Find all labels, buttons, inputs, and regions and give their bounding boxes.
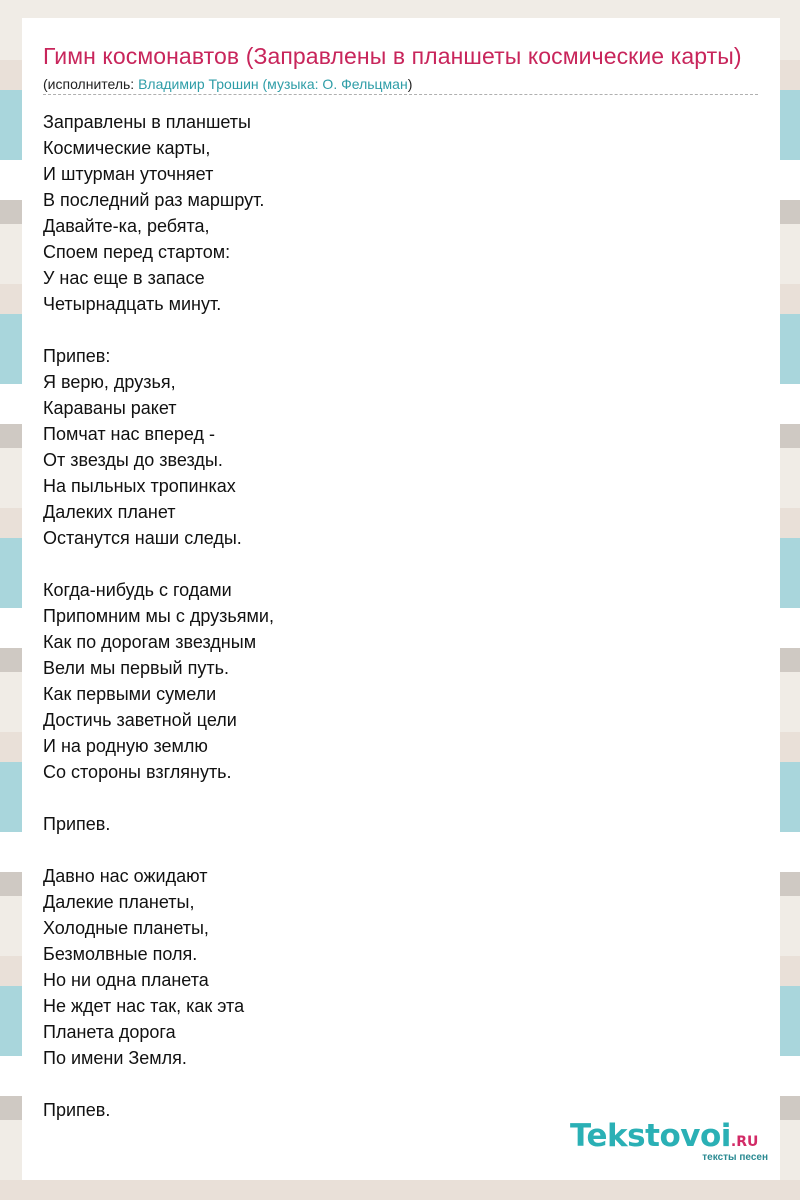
logo-tagline: тексты песен <box>702 1152 768 1163</box>
lyric-line: От звезды до звезды. <box>43 450 223 470</box>
lyric-line: Безмолвные поля. <box>43 944 198 964</box>
lyric-line: Как первыми сумели <box>43 684 217 704</box>
lyric-line: Не ждет нас так, как эта <box>43 996 245 1016</box>
lyrics-text <box>43 109 758 1123</box>
song-title: Гимн космонавтов (Заправлены в планшеты космические карты) <box>43 43 742 69</box>
lyric-line: Давно нас ожидают <box>43 866 208 886</box>
lyric-line: Далеких планет <box>43 502 176 522</box>
lyric-line: По имени Земля. <box>43 1048 187 1068</box>
logo-word: Tekstovoi <box>570 1118 731 1154</box>
lyric-line: Холодные планеты, <box>43 918 209 938</box>
lyric-line: Помчат нас вперед - <box>43 424 215 444</box>
stanza-gap <box>43 1071 758 1097</box>
lyric-line: На пыльных тропинках <box>43 476 236 496</box>
lyric-line: Со стороны взглянуть. <box>43 762 232 782</box>
lyric-line: Я верю, друзья, <box>43 372 176 392</box>
lyric-line: Заправлены в планшеты <box>43 112 251 132</box>
stanza-gap <box>43 837 758 863</box>
meta-prefix: (исполнитель: <box>43 76 139 92</box>
stanza-gap <box>43 785 758 811</box>
lyric-line: Споем перед стартом: <box>43 242 231 262</box>
lyric-line: Планета дорога <box>43 1022 176 1042</box>
lyric-line: И на родную землю <box>43 736 208 756</box>
lyric-line: У нас еще в запасе <box>43 268 205 288</box>
lyric-line: Далекие планеты, <box>43 892 195 912</box>
artist-link[interactable]: Владимир Трошин (музыка: О. Фельцман <box>138 76 408 92</box>
song-meta <box>43 75 758 95</box>
lyric-line: Вели мы первый путь. <box>43 658 229 678</box>
lyric-line: Припев: <box>43 346 111 366</box>
lyric-line: Припев. <box>43 1100 111 1120</box>
lyric-line: Как по дорогам звездным <box>43 632 257 652</box>
lyrics-card <box>22 18 780 1180</box>
lyric-line: Давайте-ка, ребята, <box>43 216 210 236</box>
lyric-line: В последний раз маршрут. <box>43 190 265 210</box>
meta-suffix: ) <box>407 76 413 92</box>
lyric-line: Караваны ракет <box>43 398 177 418</box>
lyric-line: Четырнадцать минут. <box>43 294 222 314</box>
stanza-gap <box>43 551 758 577</box>
lyric-line: Когда-нибудь с годами <box>43 580 232 600</box>
lyric-line: Припев. <box>43 814 111 834</box>
lyric-line: Космические карты, <box>43 138 211 158</box>
lyric-line: Останутся наши следы. <box>43 528 242 548</box>
lyric-line: Но ни одна планета <box>43 970 209 990</box>
lyric-line: Достичь заветной цели <box>43 710 237 730</box>
lyric-line: И штурман уточняет <box>43 164 214 184</box>
lyric-line: Припомним мы с друзьями, <box>43 606 274 626</box>
logo-tld: .RU <box>730 1134 759 1150</box>
tekstovoi-logo[interactable] <box>570 1118 780 1162</box>
stanza-gap <box>43 317 758 343</box>
